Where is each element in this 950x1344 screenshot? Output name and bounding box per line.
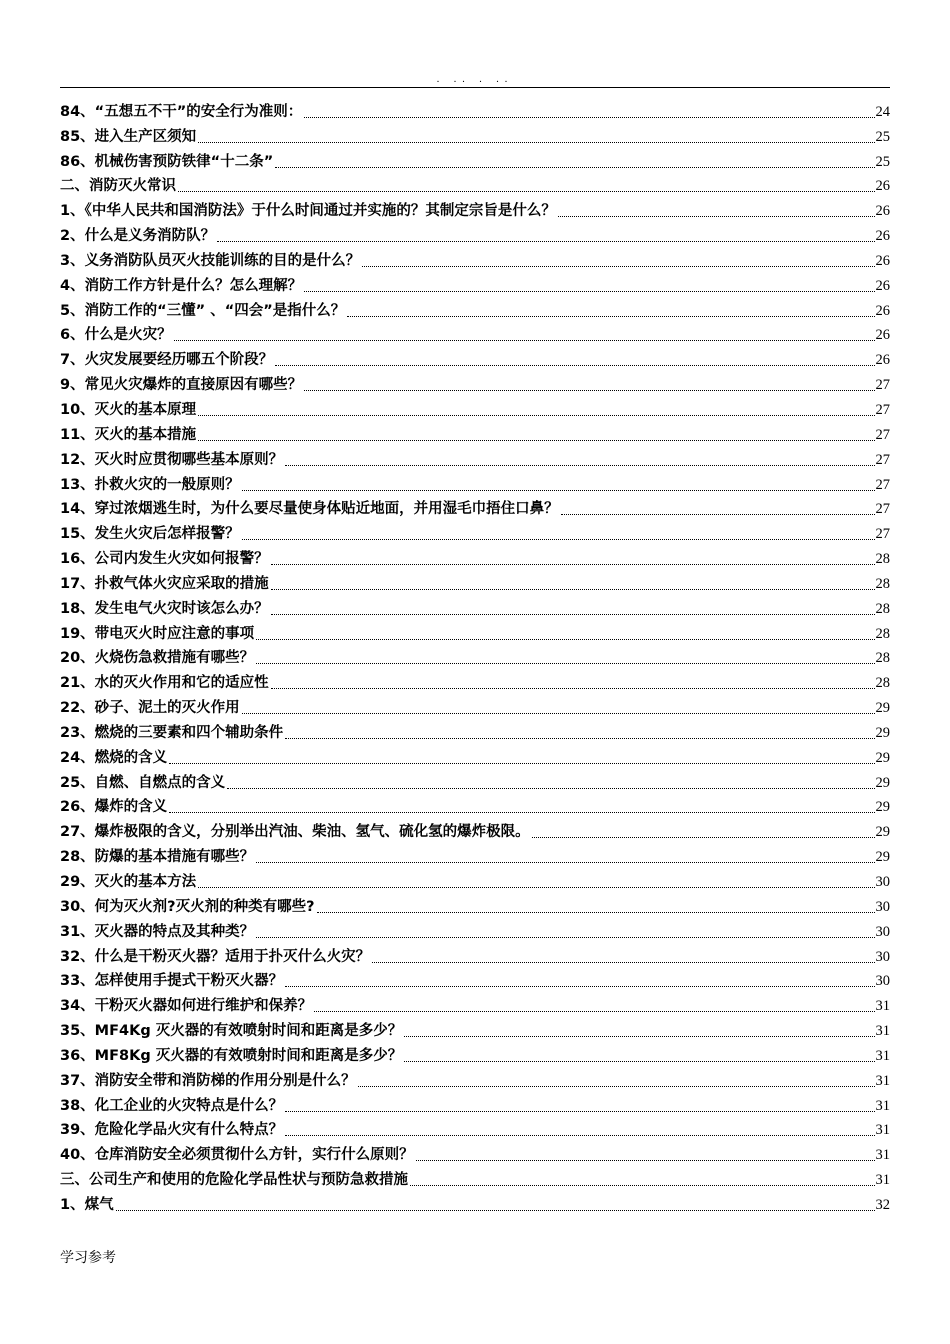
toc-entry-page-number[interactable]: 30 xyxy=(875,948,890,965)
toc-entry-page-number[interactable]: 29 xyxy=(875,824,890,841)
toc-entry[interactable] xyxy=(60,819,890,844)
toc-entry-page-number[interactable]: 28 xyxy=(875,551,890,568)
toc-entry-title[interactable]: 2、什么是义务消防队？ xyxy=(60,228,216,245)
toc-entry-title[interactable]: 19、带电灭火时应注意的事项 xyxy=(60,625,255,642)
toc-dot-leader xyxy=(174,339,875,341)
toc-dot-leader xyxy=(116,1209,875,1211)
toc-entry-page-number[interactable]: 27 xyxy=(875,476,890,493)
toc-entry-page-number[interactable]: 31 xyxy=(875,1147,890,1164)
toc-entry-page-number[interactable]: 31 xyxy=(875,998,890,1015)
toc-entry-title[interactable]: 85、进入生产区须知 xyxy=(60,128,197,145)
toc-dot-leader xyxy=(198,141,874,143)
toc-entry[interactable] xyxy=(60,745,890,770)
toc-entry-page-number[interactable]: 26 xyxy=(875,178,890,195)
toc-entry-page-number[interactable]: 27 xyxy=(875,401,890,418)
toc-entry-page-number[interactable]: 26 xyxy=(875,327,890,344)
toc-dot-leader xyxy=(271,687,875,689)
toc-entry-title[interactable]: 33、怎样使用手提式干粉灭火器？ xyxy=(60,973,284,990)
toc-dot-leader xyxy=(304,389,874,391)
toc-entry-title[interactable]: 34、干粉灭火器如何进行维护和保养？ xyxy=(60,998,313,1015)
toc-entry-title[interactable]: 27、爆炸极限的含义，分别举出汽油、柴油、氢气、硫化氢的爆炸极限。 xyxy=(60,824,530,841)
header-rule xyxy=(60,87,890,88)
toc-entry-title[interactable]: 21、水的灭火作用和它的适应性 xyxy=(60,675,269,692)
toc-dot-leader xyxy=(404,1035,874,1037)
toc-entry[interactable] xyxy=(60,447,890,472)
toc-entry[interactable] xyxy=(60,149,890,174)
toc-dot-leader xyxy=(271,613,875,615)
toc-entry[interactable] xyxy=(60,521,890,546)
toc-dot-leader xyxy=(285,464,874,466)
toc-entry[interactable] xyxy=(60,969,890,994)
toc-entry[interactable] xyxy=(60,596,890,621)
toc-entry[interactable] xyxy=(60,273,890,298)
toc-entry-title[interactable]: 18、发生电气火灾时该怎么办？ xyxy=(60,600,269,617)
toc-entry-title[interactable]: 1、煤气 xyxy=(60,1196,114,1213)
toc-entry[interactable] xyxy=(60,1093,890,1118)
toc-entry-title[interactable]: 26、爆炸的含义 xyxy=(60,799,168,816)
toc-entry[interactable] xyxy=(60,174,890,199)
toc-dot-leader xyxy=(198,439,874,441)
toc-entry-title[interactable]: 37、消防安全带和消防梯的作用分别是什么？ xyxy=(60,1072,356,1089)
toc-dot-leader xyxy=(304,116,874,118)
toc-entry-title[interactable]: 29、灭火的基本方法 xyxy=(60,874,197,890)
toc-entry-page-number[interactable]: 28 xyxy=(875,675,890,692)
toc-entry[interactable] xyxy=(60,248,890,273)
toc-entry-page-number[interactable]: 32 xyxy=(875,1196,890,1213)
toc-entry-title[interactable]: 11、灭火的基本措施 xyxy=(60,426,197,443)
toc-entry-title[interactable]: 7、火灾发展要经历哪五个阶段？ xyxy=(60,352,274,369)
toc-dot-leader xyxy=(416,1159,875,1161)
toc-entry-title[interactable]: 13、扑救火灾的一般原则？ xyxy=(60,476,240,493)
toc-entry-title[interactable]: 84、“五想五不干”的安全行为准则： xyxy=(60,103,303,120)
toc-entry[interactable] xyxy=(60,124,890,149)
toc-entry-title[interactable]: 二、消防灭火常识 xyxy=(60,178,176,195)
toc-dot-leader xyxy=(532,836,875,838)
toc-entry-title[interactable]: 10、灭火的基本原理 xyxy=(60,401,197,418)
toc-dot-leader xyxy=(275,364,874,366)
toc-entry-page-number[interactable]: 31 xyxy=(875,1023,890,1040)
page-footer: 学习参考 xyxy=(60,1250,116,1266)
toc-entry[interactable] xyxy=(60,869,890,894)
toc-entry[interactable] xyxy=(60,223,890,248)
toc-entry-title[interactable]: 16、公司内发生火灾如何报警？ xyxy=(60,551,269,568)
toc-entry[interactable] xyxy=(60,720,890,745)
toc-entry-page-number[interactable]: 27 xyxy=(875,451,890,468)
toc-entry-title[interactable]: 32、什么是干粉灭火器？适用于扑灭什么火灾？ xyxy=(60,948,371,965)
toc-dot-leader xyxy=(256,638,874,640)
toc-entry-title[interactable]: 36、MF8Kg 灭火器的有效喷射时间和距离是多少？ xyxy=(60,1047,403,1064)
toc-entry[interactable] xyxy=(60,198,890,223)
toc-entry[interactable] xyxy=(60,323,890,348)
toc-entry-page-number[interactable]: 31 xyxy=(875,1122,890,1139)
toc-entry[interactable] xyxy=(60,99,890,124)
toc-dot-leader xyxy=(169,762,874,764)
toc-dot-leader xyxy=(242,489,875,491)
toc-entry[interactable] xyxy=(60,1142,890,1167)
toc-entry[interactable] xyxy=(60,894,890,919)
toc-entry[interactable] xyxy=(60,944,890,969)
toc-entry-page-number[interactable]: 31 xyxy=(875,1172,890,1189)
toc-entry-page-number[interactable]: 28 xyxy=(875,575,890,592)
toc-entry-title[interactable]: 17、扑救气体火灾应采取的措施 xyxy=(60,575,269,592)
toc-entry-page-number[interactable]: 29 xyxy=(875,700,890,717)
toc-dot-leader xyxy=(358,1085,875,1087)
toc-entry-title[interactable]: 14、穿过浓烟逃生时，为什么要尽量使身体贴近地面，并用湿毛巾捂住口鼻？ xyxy=(60,501,559,518)
toc-entry-page-number[interactable]: 29 xyxy=(875,849,890,866)
toc-entry[interactable] xyxy=(60,1192,890,1217)
toc-entry-title[interactable]: 38、化工企业的火灾特点是什么？ xyxy=(60,1097,284,1114)
toc-dot-leader xyxy=(285,985,874,987)
toc-entry-page-number[interactable]: 29 xyxy=(875,724,890,741)
toc-entry[interactable] xyxy=(60,621,890,646)
toc-entry-title[interactable]: 25、自燃、自燃点的含义 xyxy=(60,774,226,791)
toc-entry-page-number[interactable]: 29 xyxy=(875,749,890,766)
toc-entry-title[interactable]: 1、《中华人民共和国消防法》于什么时间通过并实施的？其制定宗旨是什么？ xyxy=(60,203,556,220)
toc-entry-page-number[interactable]: 29 xyxy=(875,774,890,791)
toc-entry[interactable] xyxy=(60,1043,890,1068)
toc-entry-title[interactable]: 23、燃烧的三要素和四个辅助条件 xyxy=(60,724,284,741)
toc-entry-title[interactable]: 12、灭火时应贯彻哪些基本原则？ xyxy=(60,451,284,468)
toc-entry-page-number[interactable]: 28 xyxy=(875,650,890,667)
toc-dot-leader xyxy=(198,886,874,888)
toc-entry-page-number[interactable]: 29 xyxy=(875,799,890,816)
toc-entry[interactable] xyxy=(60,1167,890,1192)
toc-dot-leader xyxy=(372,961,874,963)
toc-entry-title[interactable]: 39、危险化学品火灾有什么特点？ xyxy=(60,1122,284,1139)
toc-entry-page-number[interactable]: 30 xyxy=(875,874,890,890)
toc-entry-title[interactable]: 30、何为灭火剂?灭火剂的种类有哪些? xyxy=(60,898,315,915)
table-of-contents xyxy=(60,99,890,1217)
toc-entry[interactable] xyxy=(60,795,890,820)
toc-entry-page-number[interactable]: 27 xyxy=(875,501,890,518)
toc-entry[interactable] xyxy=(60,298,890,323)
toc-dot-leader xyxy=(256,936,874,938)
toc-entry-page-number[interactable]: 30 xyxy=(875,973,890,990)
toc-entry[interactable] xyxy=(60,1118,890,1143)
toc-entry[interactable] xyxy=(60,422,890,447)
toc-entry-page-number[interactable]: 30 xyxy=(875,923,890,940)
toc-entry-page-number[interactable]: 24 xyxy=(875,103,890,120)
toc-dot-leader xyxy=(362,265,874,267)
toc-dot-leader xyxy=(178,190,875,192)
toc-entry[interactable] xyxy=(60,919,890,944)
toc-dot-leader xyxy=(275,166,874,168)
toc-entry-title[interactable]: 31、灭火器的特点及其种类？ xyxy=(60,923,255,940)
toc-entry-page-number[interactable]: 28 xyxy=(875,600,890,617)
toc-entry[interactable] xyxy=(60,546,890,571)
toc-entry[interactable] xyxy=(60,472,890,497)
toc-entry[interactable] xyxy=(60,372,890,397)
toc-dot-leader xyxy=(227,787,874,789)
toc-dot-leader xyxy=(285,1110,874,1112)
toc-entry-page-number[interactable]: 26 xyxy=(875,252,890,269)
toc-entry-title[interactable]: 35、MF4Kg 灭火器的有效喷射时间和距离是多少？ xyxy=(60,1023,403,1040)
toc-entry-title[interactable]: 5、消防工作的“三懂” 、“四会”是指什么？ xyxy=(60,302,346,319)
toc-dot-leader xyxy=(558,215,875,217)
toc-entry-title[interactable]: 20、火烧伤急救措施有哪些？ xyxy=(60,650,255,667)
toc-entry-title[interactable]: 24、燃烧的含义 xyxy=(60,749,168,766)
toc-entry-title[interactable]: 28、防爆的基本措施有哪些？ xyxy=(60,849,255,866)
toc-entry[interactable] xyxy=(60,844,890,869)
toc-entry-page-number[interactable]: 25 xyxy=(875,153,890,170)
toc-entry-page-number[interactable]: 25 xyxy=(875,128,890,145)
toc-entry-page-number[interactable]: 26 xyxy=(875,277,890,294)
toc-dot-leader xyxy=(169,811,874,813)
toc-entry[interactable] xyxy=(60,1018,890,1043)
toc-dot-leader xyxy=(242,538,875,540)
toc-entry[interactable] xyxy=(60,397,890,422)
toc-dot-leader xyxy=(410,1184,875,1186)
toc-dot-leader xyxy=(347,315,874,317)
toc-dot-leader xyxy=(404,1060,874,1062)
toc-dot-leader xyxy=(317,911,875,913)
toc-entry-page-number[interactable]: 26 xyxy=(875,352,890,369)
toc-dot-leader xyxy=(271,588,875,590)
toc-entry-title[interactable]: 86、机械伤害预防铁律“十二条” xyxy=(60,153,274,170)
toc-entry[interactable] xyxy=(60,770,890,795)
toc-entry-page-number[interactable]: 26 xyxy=(875,302,890,319)
toc-entry-page-number[interactable]: 28 xyxy=(875,625,890,642)
toc-entry-title[interactable]: 22、砂子、泥土的灭火作用 xyxy=(60,700,240,717)
toc-dot-leader xyxy=(304,290,874,292)
toc-entry-title[interactable]: 三、公司生产和使用的危险化学品性状与预防急救措施 xyxy=(60,1172,408,1189)
toc-entry-title[interactable]: 3、义务消防队员灭火技能训练的目的是什么？ xyxy=(60,252,361,269)
toc-dot-leader xyxy=(314,1010,874,1012)
toc-entry[interactable] xyxy=(60,1068,890,1093)
toc-entry-title[interactable]: 15、发生火灾后怎样报警？ xyxy=(60,526,240,543)
toc-entry-page-number[interactable]: 27 xyxy=(875,526,890,543)
toc-entry-title[interactable]: 40、仓库消防安全必须贯彻什么方针，实行什么原则？ xyxy=(60,1147,414,1164)
toc-dot-leader xyxy=(285,1134,874,1136)
toc-dot-leader xyxy=(256,662,874,664)
page-header-dots: . .. . .. xyxy=(436,74,514,85)
toc-dot-leader xyxy=(271,563,875,565)
toc-dot-leader xyxy=(285,737,874,739)
toc-dot-leader xyxy=(242,712,875,714)
toc-entry-title[interactable]: 4、消防工作方针是什么？怎么理解？ xyxy=(60,277,303,294)
toc-entry-title[interactable]: 6、什么是火灾？ xyxy=(60,327,172,344)
toc-entry-page-number[interactable]: 30 xyxy=(875,898,890,915)
toc-dot-leader xyxy=(561,513,875,515)
toc-entry[interactable] xyxy=(60,646,890,671)
toc-dot-leader xyxy=(217,240,874,242)
toc-entry[interactable] xyxy=(60,497,890,522)
toc-entry-page-number[interactable]: 31 xyxy=(875,1047,890,1064)
toc-entry[interactable] xyxy=(60,571,890,596)
toc-entry-page-number[interactable]: 26 xyxy=(875,203,890,220)
toc-entry-page-number[interactable]: 27 xyxy=(875,377,890,394)
toc-dot-leader xyxy=(198,414,874,416)
toc-entry[interactable] xyxy=(60,670,890,695)
toc-entry-page-number[interactable]: 31 xyxy=(875,1072,890,1089)
toc-entry[interactable] xyxy=(60,993,890,1018)
toc-entry-page-number[interactable]: 26 xyxy=(875,228,890,245)
toc-dot-leader xyxy=(256,861,874,863)
toc-entry[interactable] xyxy=(60,695,890,720)
toc-entry-page-number[interactable]: 27 xyxy=(875,426,890,443)
toc-entry[interactable] xyxy=(60,347,890,372)
toc-entry-page-number[interactable]: 31 xyxy=(875,1097,890,1114)
toc-entry-title[interactable]: 9、常见火灾爆炸的直接原因有哪些？ xyxy=(60,377,303,394)
